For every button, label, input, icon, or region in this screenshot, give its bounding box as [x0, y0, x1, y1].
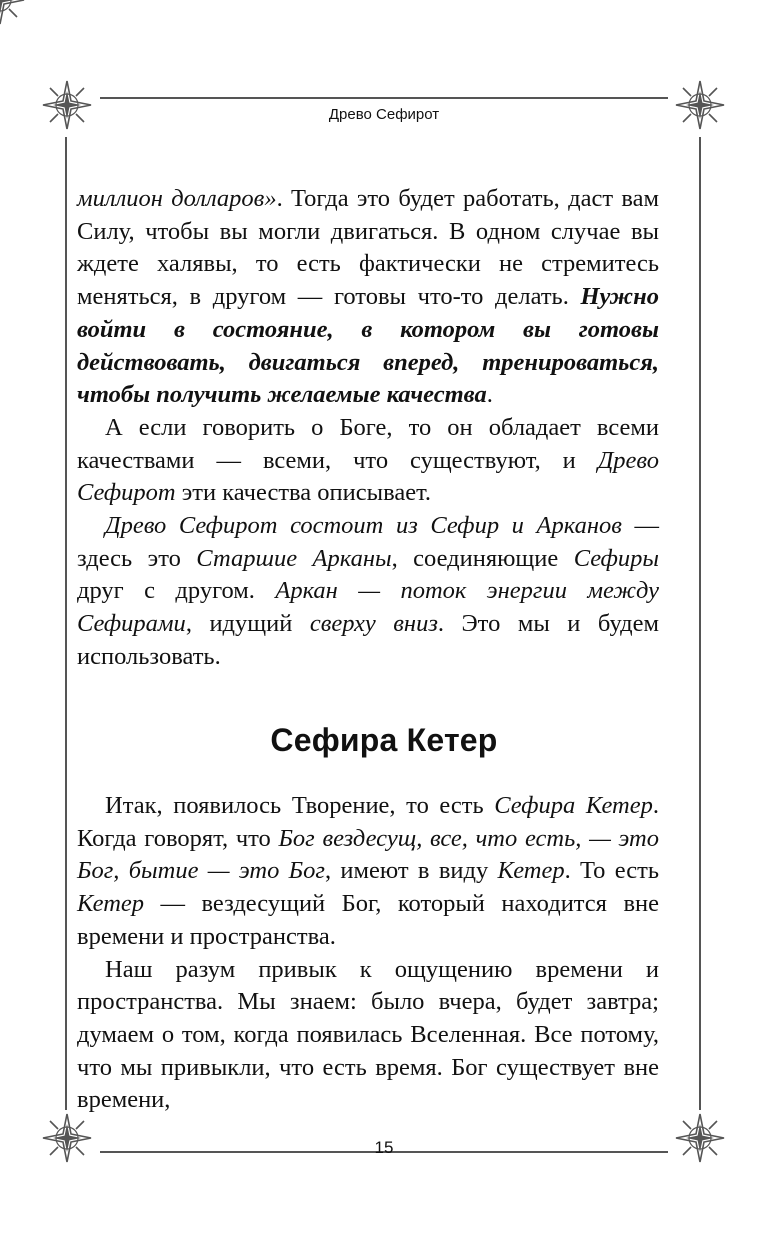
- bold-italic-run: Нужно войти в состояние, в котором вы готовы действовать, двигаться вперед, тренироваться, чтобы получить желаемые качества: [77, 283, 659, 409]
- text-run: . Это мы и будем использовать.: [77, 610, 659, 670]
- paragraph: [77, 790, 659, 954]
- text-run: , имеют в виду: [324, 857, 498, 885]
- text-run: — вездесущий Бог, который находится вне времени и пространства.: [77, 890, 659, 950]
- italic-run: Бог вездесущ, все, что есть, — это Бог, бытие — это Бог: [77, 824, 659, 885]
- italic-run: миллион долларов»: [77, 185, 277, 212]
- text-run: — здесь это: [77, 512, 659, 572]
- running-header: Древо Сефирот: [328, 106, 440, 123]
- italic-run: Древо Сефирот состоит из Сефир и Арканов: [105, 512, 622, 540]
- text-run: друг с другом.: [77, 577, 276, 605]
- italic-run: Кетер: [497, 857, 565, 885]
- text-run: . То есть: [564, 857, 659, 885]
- corner-ornament-icon: [0, 0, 24, 24]
- italic-run: Кетер: [77, 890, 145, 918]
- text-run: Наш разум привык к ощущению времени и пространства. Мы знаем: было вчера, будет завтра; думаем о том, когда появилась Вселенная. Все потому, что мы привыкли, что есть время. Бог существует вне времени,: [77, 955, 659, 1114]
- italic-run: Сефиры: [573, 544, 659, 572]
- text-run: А если говорить о Боге, то он обладает всеми качествами — всеми, что существуют, и: [77, 413, 659, 474]
- page-number: 15: [374, 1138, 394, 1157]
- text-block-bottom: [77, 790, 659, 1117]
- text-run: , соединяющие: [391, 544, 574, 572]
- text-run: . Тогда это будет работать, даст вам Силу, чтобы вы могли двигаться. В одном случае вы ждете халявы, то есть фактически не стремитесь меняться, в другом — готовы что-то делать.: [77, 185, 659, 311]
- paragraph: [77, 510, 659, 674]
- paragraph: [77, 954, 659, 1118]
- italic-run: Сефира Кетер: [494, 792, 653, 819]
- italic-run: Аркан — поток энергии между Сефирами: [77, 577, 660, 638]
- paragraph: [77, 183, 659, 412]
- section-heading: Сефира Кетер: [270, 722, 498, 758]
- italic-run: Старшие Арканы: [196, 544, 392, 572]
- text-run: эти качества описывает.: [175, 479, 432, 507]
- text-run: , идущий: [185, 610, 310, 638]
- text-run: . Когда говорят, что: [77, 792, 659, 852]
- italic-run: Древо Сефирот: [77, 446, 659, 507]
- italic-run: сверху вниз: [309, 610, 438, 638]
- text-run: .: [486, 381, 493, 409]
- text-run: Итак, появилось Творение, то есть: [105, 792, 495, 819]
- paragraph: [77, 412, 659, 510]
- text-block-top: [77, 183, 659, 674]
